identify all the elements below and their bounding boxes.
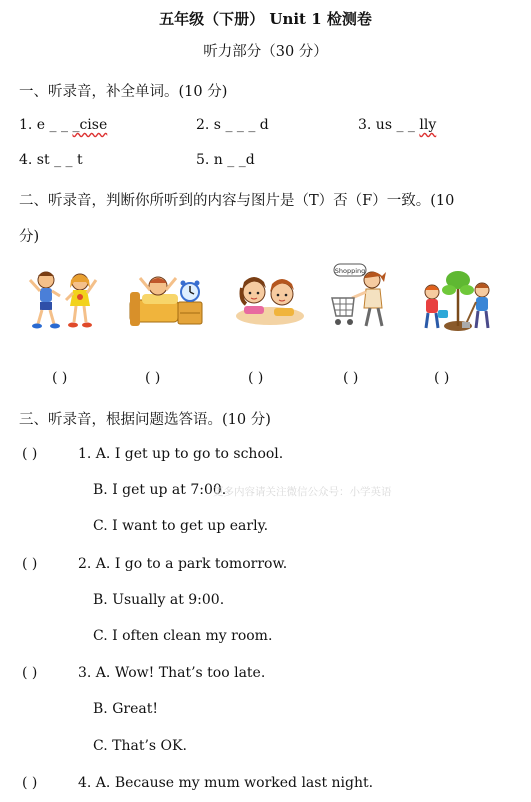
word-item-1	[19, 117, 107, 133]
image-3-answer[interactable]: ( )	[248, 370, 264, 386]
section-2-heading-line1: 二、听录音，判断你所听到的内容与图片是（T）否（F）一致。(10	[19, 193, 455, 209]
question-2-option-c: C. I often clean my room.	[93, 628, 273, 644]
two-girls-lying-icon	[234, 270, 306, 330]
question-3-answer-paren[interactable]: ( )	[22, 665, 38, 681]
image-2-answer[interactable]: ( )	[145, 370, 161, 386]
section-3-heading: 三、听录音，根据问题选答语。(10 分)	[19, 412, 271, 428]
child-waking-up-clock-icon	[128, 268, 206, 330]
question-2-option-b: B. Usually at 9:00.	[93, 592, 225, 608]
question-3-option-b: B. Great!	[93, 701, 158, 717]
kids-planting-tree-icon	[418, 266, 496, 334]
word-item-1-prefix: 1. e _ _	[19, 117, 73, 133]
page-title: 五年级（下册） Unit 1 检测卷	[159, 10, 372, 28]
question-1-option-c: C. I want to get up early.	[93, 518, 269, 534]
word-item-1-suffix: _cise	[72, 117, 108, 133]
image-5-answer[interactable]: ( )	[434, 370, 450, 386]
question-4-answer-paren[interactable]: ( )	[22, 775, 38, 791]
word-item-3-suffix: lly	[419, 117, 437, 133]
word-item-5-text: 5. n _ _d	[196, 152, 255, 168]
word-item-2	[196, 117, 269, 133]
shopping-sign-text: Shopping	[334, 267, 366, 275]
image-1-answer[interactable]: ( )	[52, 370, 68, 386]
word-item-4-text: 4. st _ _ t	[19, 152, 83, 168]
question-2-answer-paren[interactable]: ( )	[22, 556, 38, 572]
question-4-option-a: 4. A. Because my mum worked last night.	[78, 775, 374, 791]
kids-exercising-icon	[28, 266, 102, 330]
page-subtitle: 听力部分（30 分）	[203, 44, 328, 60]
question-1-option-a: 1. A. I get up to go to school.	[78, 446, 284, 462]
word-item-3	[358, 117, 436, 133]
question-2-option-a: 2. A. I go to a park tomorrow.	[78, 556, 288, 572]
word-item-3-prefix: 3. us _ _	[358, 117, 420, 133]
girl-shopping-cart-icon	[328, 262, 394, 334]
watermark-text: 更多内容请关注微信公众号：小学英语	[213, 486, 392, 498]
question-1-answer-paren[interactable]: ( )	[22, 446, 38, 462]
word-item-5	[196, 152, 255, 168]
question-3-option-c: C. That’s OK.	[93, 738, 187, 754]
section-2-heading-line2: 分)	[19, 229, 40, 245]
word-item-2-text: 2. s _ _ _ d	[196, 117, 269, 133]
word-item-4	[19, 152, 83, 168]
question-3-option-a: 3. A. Wow! That’s too late.	[78, 665, 266, 681]
image-4-answer[interactable]: ( )	[343, 370, 359, 386]
question-1-option-b: B. I get up at 7:00.	[93, 482, 227, 498]
section-1-heading: 一、听录音，补全单词。(10 分)	[19, 84, 228, 100]
